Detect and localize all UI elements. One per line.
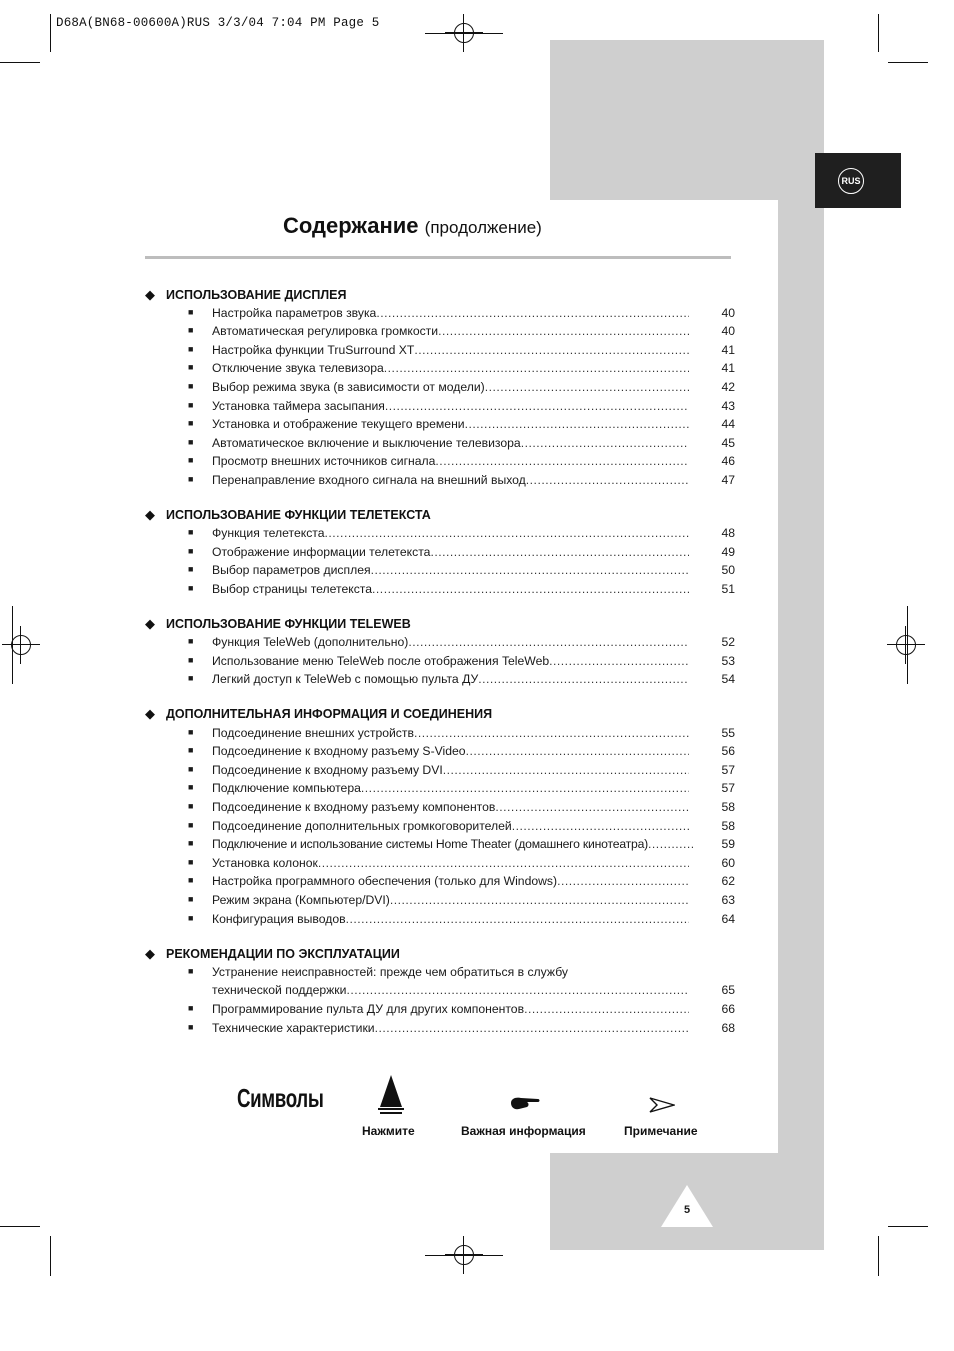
- toc-item[interactable]: [188, 654, 735, 672]
- toc-item-page: 43: [721, 399, 735, 413]
- toc-item-label: Подсоединение дополнительных громкоговорителей: [212, 819, 512, 833]
- toc-item[interactable]: [188, 526, 735, 544]
- toc-item-page: 59: [721, 837, 735, 851]
- square-bullet-icon: ■: [188, 437, 194, 447]
- toc-item-label: Выбор страницы телетекста: [212, 582, 373, 596]
- language-tab: [815, 153, 901, 208]
- toc-item-label: Подсоединение к входному разъему S-Video: [212, 744, 466, 758]
- square-bullet-icon: ■: [188, 875, 194, 885]
- toc-item[interactable]: [188, 343, 735, 361]
- toc-item[interactable]: [188, 781, 735, 799]
- section-heading-text: ИСПОЛЬЗОВАНИЕ ФУНКЦИИ ТЕЛЕТЕКСТА: [166, 508, 431, 522]
- toc-item-page: 40: [721, 306, 735, 320]
- square-bullet-icon: ■: [188, 764, 194, 774]
- toc-item-label: Подключение и использование системы Home Theater (домашнего кинотеатра): [212, 837, 649, 851]
- toc-item-page: 57: [721, 763, 735, 777]
- press-icon: [378, 1075, 404, 1115]
- toc-item-label: Подсоединение внешних устройств: [212, 726, 414, 740]
- toc-item[interactable]: [188, 454, 735, 472]
- note-label: Примечание: [624, 1124, 698, 1138]
- crop-mark: [0, 62, 40, 63]
- toc-item[interactable]: [188, 324, 735, 342]
- print-header-stamp: D68A(BN68-00600A)RUS 3/3/04 7:04 PM Page 5: [56, 16, 380, 30]
- toc-item[interactable]: [188, 1002, 735, 1020]
- crop-mark: [425, 1255, 503, 1256]
- toc-item[interactable]: [188, 306, 735, 324]
- toc-item-label: Настройка функции TruSurround XT: [212, 343, 415, 357]
- toc-item[interactable]: [188, 874, 735, 892]
- crop-mark: [888, 62, 928, 63]
- toc-item-page: 41: [721, 361, 735, 375]
- toc-item-label: Настройка параметров звука: [212, 306, 377, 320]
- toc-item[interactable]: [188, 837, 735, 855]
- square-bullet-icon: ■: [188, 362, 194, 372]
- toc-item-label: Легкий доступ к TeleWeb с помощью пульта ДУ: [212, 672, 479, 686]
- toc-item[interactable]: [188, 473, 735, 491]
- toc-item[interactable]: [188, 819, 735, 837]
- toc-item-page: 52: [721, 635, 735, 649]
- toc-item-page: 40: [721, 324, 735, 338]
- toc-item-label: Отображение информации телетекста: [212, 545, 431, 559]
- square-bullet-icon: ■: [188, 801, 194, 811]
- toc-item-page: 53: [721, 654, 735, 668]
- square-bullet-icon: ■: [188, 344, 194, 354]
- crop-mark: [50, 1236, 51, 1276]
- toc-item-page: 42: [721, 380, 735, 394]
- toc-item-label-cont: технической поддержки: [212, 983, 347, 997]
- toc-item-label: Функция телетекста: [212, 526, 325, 540]
- toc-item-label: Устранение неисправностей: прежде чем обратиться в службу: [212, 965, 568, 979]
- toc-item-page: 49: [721, 545, 735, 559]
- toc-item-page: 63: [721, 893, 735, 907]
- square-bullet-icon: ■: [188, 673, 194, 683]
- section-heading: [145, 616, 411, 632]
- square-bullet-icon: ■: [188, 838, 194, 848]
- square-bullet-icon: ■: [188, 727, 194, 737]
- toc-item-label: Выбор параметров дисплея: [212, 563, 371, 577]
- toc-item[interactable]: [188, 912, 735, 930]
- section-heading-text: ИСПОЛЬЗОВАНИЕ ДИСПЛЕЯ: [166, 288, 347, 302]
- toc-item-label: Установка и отображение текущего времени: [212, 417, 465, 431]
- square-bullet-icon: ■: [188, 564, 194, 574]
- square-bullet-icon: ■: [188, 966, 194, 976]
- section-heading-text: ДОПОЛНИТЕЛЬНАЯ ИНФОРМАЦИЯ И СОЕДИНЕНИЯ: [166, 707, 493, 721]
- square-bullet-icon: ■: [188, 745, 194, 755]
- toc-item[interactable]: [188, 856, 735, 874]
- toc-item-label: Подсоединение к входному разъему DVI: [212, 763, 443, 777]
- toc-item-label: Автоматическое включение и выключение телевизора: [212, 436, 521, 450]
- press-label: Нажмите: [362, 1124, 415, 1138]
- toc-item-label: Выбор режима звука (в зависимости от модели): [212, 380, 485, 394]
- toc-item-page: 48: [721, 526, 735, 540]
- toc-item[interactable]: [188, 672, 735, 690]
- title-main: Содержание: [283, 213, 419, 238]
- toc-item-label: Просмотр внешних источников сигнала: [212, 454, 436, 468]
- toc-item[interactable]: [188, 726, 735, 744]
- toc-item-page: 41: [721, 343, 735, 357]
- toc-item-page: 62: [721, 874, 735, 888]
- diamond-bullet-icon: ◆: [145, 507, 155, 522]
- square-bullet-icon: ■: [188, 857, 194, 867]
- square-bullet-icon: ■: [188, 307, 194, 317]
- crop-mark: [888, 1226, 928, 1227]
- toc-item-page: 46: [721, 454, 735, 468]
- toc-item[interactable]: [188, 744, 735, 762]
- section-heading-text: ИСПОЛЬЗОВАНИЕ ФУНКЦИИ TELEWEB: [166, 617, 411, 631]
- toc-item-page: 55: [721, 726, 735, 740]
- toc-item[interactable]: [188, 361, 735, 379]
- square-bullet-icon: ■: [188, 418, 194, 428]
- toc-item[interactable]: [188, 545, 735, 563]
- language-badge: RUS: [838, 168, 864, 194]
- toc-item-page: 68: [721, 1021, 735, 1035]
- page-title: [283, 213, 542, 239]
- toc-item-label: Программирование пульта ДУ для других компонентов: [212, 1002, 525, 1016]
- square-bullet-icon: ■: [188, 782, 194, 792]
- square-bullet-icon: ■: [188, 894, 194, 904]
- toc-item[interactable]: [188, 800, 735, 818]
- toc-item-label: Технические характеристики: [212, 1021, 375, 1035]
- toc-item-label: Установка колонок: [212, 856, 318, 870]
- diamond-bullet-icon: ◆: [145, 706, 155, 721]
- toc-item-page: 50: [721, 563, 735, 577]
- square-bullet-icon: ■: [188, 325, 194, 335]
- important-info-label: Важная информация: [461, 1124, 586, 1138]
- square-bullet-icon: ■: [188, 455, 194, 465]
- toc-item-page: 44: [721, 417, 735, 431]
- toc-item-page: 58: [721, 819, 735, 833]
- section-heading-text: РЕКОМЕНДАЦИИ ПО ЭКСПЛУАТАЦИИ: [166, 947, 400, 961]
- crop-mark: [50, 14, 51, 52]
- note-arrow-icon: [649, 1097, 675, 1113]
- section-heading: [145, 706, 492, 722]
- section-heading: [145, 946, 400, 962]
- toc-item-label: Подключение компьютера: [212, 781, 361, 795]
- toc-item-page: 45: [721, 436, 735, 450]
- toc-item[interactable]: [188, 893, 735, 911]
- title-divider: [145, 256, 731, 259]
- toc-item[interactable]: [188, 582, 735, 600]
- square-bullet-icon: ■: [188, 913, 194, 923]
- toc-item[interactable]: [188, 380, 735, 398]
- toc-item[interactable]: [188, 399, 735, 417]
- registration-mark: [887, 626, 925, 664]
- crop-mark: [0, 1226, 40, 1227]
- diamond-bullet-icon: ◆: [145, 287, 155, 302]
- square-bullet-icon: ■: [188, 546, 194, 556]
- gray-panel-side: [778, 40, 824, 1250]
- registration-mark: [2, 626, 40, 664]
- toc-item-label: Функция TeleWeb (дополнительно): [212, 635, 409, 649]
- square-bullet-icon: ■: [188, 583, 194, 593]
- section-heading: [145, 507, 431, 523]
- toc-item-label: Использование меню TeleWeb после отображения TeleWeb: [212, 654, 550, 668]
- toc-item-label: Установка таймера засыпания: [212, 399, 385, 413]
- toc-item-label: Перенаправление входного сигнала на внешний выход: [212, 473, 526, 487]
- square-bullet-icon: ■: [188, 636, 194, 646]
- diamond-bullet-icon: ◆: [145, 946, 155, 961]
- toc-item-page: 64: [721, 912, 735, 926]
- toc-item-page: 66: [721, 1002, 735, 1016]
- toc-item-page: 51: [721, 582, 735, 596]
- page-number: 5: [683, 1204, 691, 1216]
- toc-item-label: Отключение звука телевизора: [212, 361, 384, 375]
- square-bullet-icon: ■: [188, 381, 194, 391]
- crop-mark: [907, 606, 908, 684]
- toc-item[interactable]: [188, 763, 735, 781]
- toc-item-page: 60: [721, 856, 735, 870]
- title-sub: (продолжение): [424, 218, 542, 237]
- crop-mark: [878, 14, 879, 52]
- diamond-bullet-icon: ◆: [145, 616, 155, 631]
- crop-mark: [425, 33, 503, 34]
- toc-item-page: 65: [721, 983, 735, 997]
- square-bullet-icon: ■: [188, 474, 194, 484]
- toc-item-page: 56: [721, 744, 735, 758]
- toc-item-label: Настройка программного обеспечения (только для Windows): [212, 874, 558, 888]
- crop-mark: [12, 606, 13, 684]
- toc-item-label: Подсоединение к входному разъему компонентов: [212, 800, 496, 814]
- toc-item-label: Конфигурация выводов: [212, 912, 346, 926]
- toc-item[interactable]: [188, 563, 735, 581]
- section-heading: [145, 287, 347, 303]
- toc-item-page: 47: [721, 473, 735, 487]
- symbols-title: Символы: [237, 1083, 324, 1113]
- toc-item-page: 57: [721, 781, 735, 795]
- toc-item[interactable]: [188, 965, 735, 1001]
- square-bullet-icon: ■: [188, 527, 194, 537]
- toc-item-label: Автоматическая регулировка громкости: [212, 324, 439, 338]
- square-bullet-icon: ■: [188, 820, 194, 830]
- pointing-hand-icon: [509, 1094, 541, 1112]
- toc-item-label: Режим экрана (Компьютер/DVI): [212, 893, 390, 907]
- toc-item-page: 54: [721, 672, 735, 686]
- toc-item[interactable]: [188, 436, 735, 454]
- toc-item[interactable]: [188, 635, 735, 653]
- square-bullet-icon: ■: [188, 655, 194, 665]
- square-bullet-icon: ■: [188, 1003, 194, 1013]
- toc-item[interactable]: [188, 1021, 735, 1039]
- toc-item[interactable]: [188, 417, 735, 435]
- square-bullet-icon: ■: [188, 1022, 194, 1032]
- toc-item-page: 58: [721, 800, 735, 814]
- square-bullet-icon: ■: [188, 400, 194, 410]
- crop-mark: [878, 1236, 879, 1276]
